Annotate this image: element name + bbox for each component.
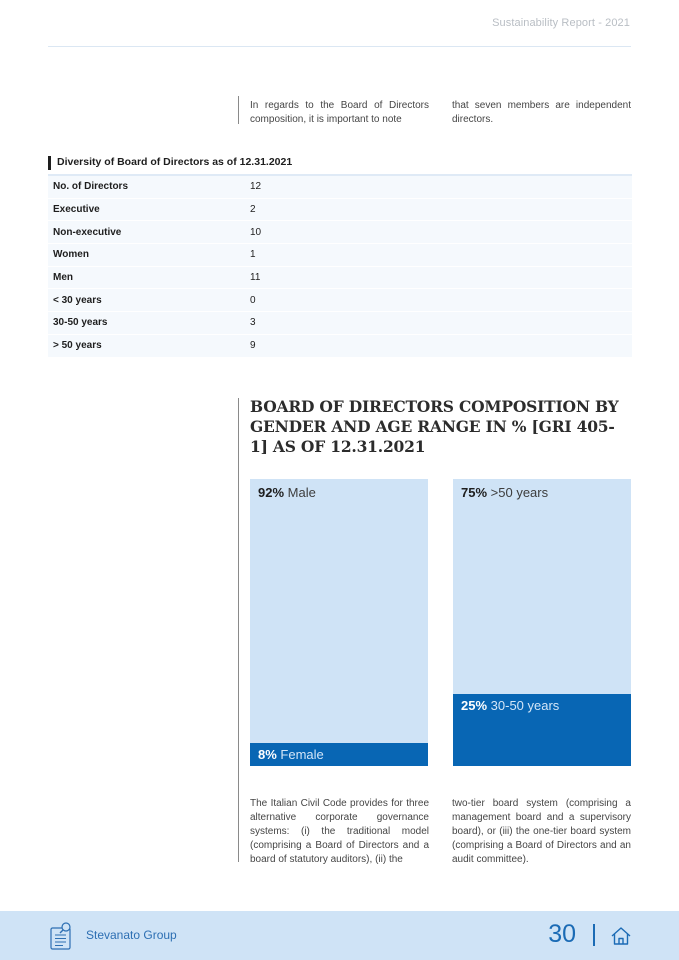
header-divider (48, 46, 631, 47)
footer (0, 911, 679, 960)
row-label: No. of Directors (53, 181, 129, 193)
row-value: 10 (250, 226, 262, 238)
footer-brand: Stevanato Group (86, 928, 177, 942)
chart-title: BOARD OF DIRECTORS COMPOSITION BY GENDER AND AGE RANGE IN % [GRI 405-1] AS OF 12.31.2021 (250, 397, 619, 456)
body-text-right: two-tier board system (comprising a management board and a supervisory board), or (iii) the one-tier board system (comprising a Board of Directors and an audit committee). (452, 798, 631, 865)
bar-segment-over-50 (453, 479, 631, 694)
row-value: 1 (250, 249, 256, 261)
bar-label-female: 8% Female (258, 747, 324, 762)
row-label: < 30 years (53, 294, 102, 306)
table-row (48, 199, 632, 222)
table-title: Diversity of Board of Directors as of 12.31.2021 (48, 154, 632, 174)
row-label: Women (53, 249, 89, 261)
row-value: 2 (250, 204, 256, 216)
home-icon[interactable] (610, 925, 632, 947)
intro-divider (238, 96, 239, 124)
bar-segment-female (250, 743, 428, 766)
bar-label-30-50: 25% 30-50 years (461, 698, 560, 713)
table-row (48, 221, 632, 244)
report-title: Sustainability Report - 2021 (492, 17, 630, 29)
gender-bar (250, 479, 428, 766)
row-value: 3 (250, 317, 256, 329)
bar-label-over-50: 75% >50 years (461, 485, 549, 500)
row-value: 0 (250, 294, 256, 306)
intro-text-left: In regards to the Board of Directors composition, it is important to note (250, 100, 429, 125)
bar-label-male: 92% Male (258, 485, 316, 500)
row-value: 12 (250, 181, 262, 193)
diversity-table (48, 154, 632, 358)
document-search-icon (47, 921, 75, 951)
body-text-left: The Italian Civil Code provides for three alternative corporate governance systems: (i) the traditional model (comprising a Board of Directors and a board of statutory auditors), (ii) the (250, 798, 429, 865)
row-value: 9 (250, 340, 256, 352)
table-body (48, 174, 632, 358)
row-value: 11 (250, 272, 261, 284)
table-row (48, 244, 632, 267)
footer-separator (593, 924, 595, 946)
table-row (48, 289, 632, 312)
row-label: 30-50 years (53, 317, 108, 329)
age-range-bar (453, 479, 631, 766)
table-row (48, 267, 632, 290)
page-number: 30 (548, 920, 576, 948)
table-row (48, 335, 632, 358)
row-label: > 50 years (53, 340, 102, 352)
table-row (48, 176, 632, 199)
chart-divider (238, 398, 239, 862)
table-row (48, 312, 632, 335)
row-label: Men (53, 272, 73, 284)
bar-segment-male (250, 479, 428, 743)
bar-segment-30-50 (453, 694, 631, 766)
row-label: Non-executive (53, 226, 122, 238)
row-label: Executive (53, 204, 100, 216)
intro-text-right: that seven members are independent directors. (452, 100, 631, 125)
